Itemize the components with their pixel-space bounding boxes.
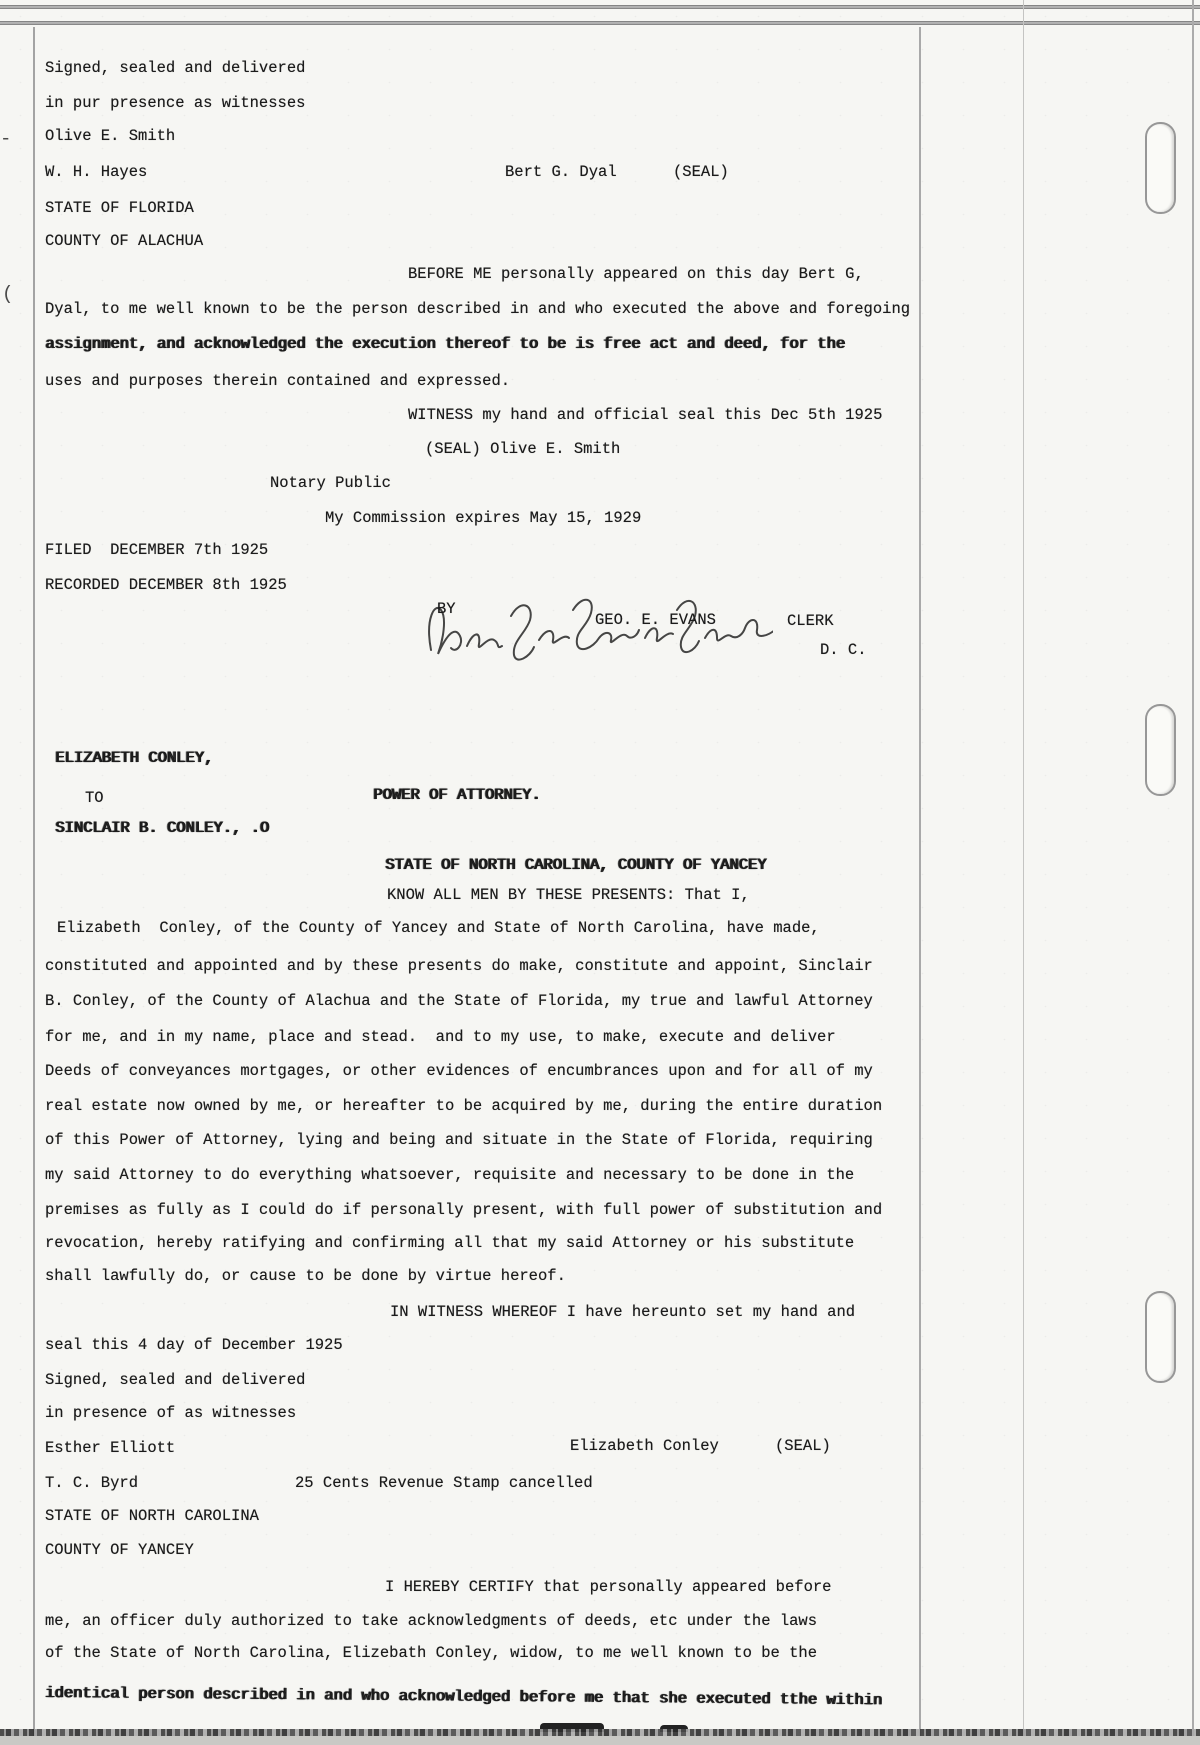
typewritten-line: seal this 4 day of December 1925 bbox=[45, 1336, 343, 1354]
typewritten-line: D. C. bbox=[820, 641, 867, 659]
typewritten-line: BEFORE ME personally appeared on this day Bert G, bbox=[408, 265, 864, 283]
typewritten-line: T. C. Byrd bbox=[45, 1474, 139, 1492]
typewritten-line: I HEREBY CERTIFY that personally appeared before bbox=[385, 1578, 832, 1596]
left-margin-rule bbox=[33, 27, 35, 1745]
typewritten-line: real estate now owned by me, or hereafter to be acquired by me, during the entire duration bbox=[45, 1097, 883, 1115]
typewritten-line: WITNESS my hand and official seal this Dec 5th 1925 bbox=[408, 406, 883, 424]
typewritten-line: Signed, sealed and delivered bbox=[45, 59, 306, 77]
typewritten-line: Dyal, to me well known to be the person described in and who executed the above and foregoing bbox=[45, 300, 911, 318]
typewritten-line: COUNTY OF ALACHUA bbox=[45, 232, 204, 250]
typewritten-line: constituted and appointed and by these presents do make, constitute and appoint, Sinclair bbox=[45, 957, 873, 975]
top-rule-1 bbox=[0, 5, 1200, 9]
typewritten-line: premises as fully as I could do if personally present, with full power of substitution and bbox=[45, 1201, 883, 1219]
top-rule-2 bbox=[0, 21, 1200, 25]
typewritten-line: COUNTY OF YANCEY bbox=[45, 1541, 194, 1559]
page-bottom-strip bbox=[0, 1736, 1200, 1745]
typewritten-line: (SEAL) bbox=[775, 1437, 831, 1455]
typewritten-line: My Commission expires May 15, 1929 bbox=[325, 509, 642, 527]
clerk-signature-handwriting bbox=[423, 588, 773, 678]
typewritten-line: STATE OF NORTH CAROLINA, COUNTY OF YANCEY bbox=[385, 856, 767, 874]
typewritten-line: POWER OF ATTORNEY. bbox=[373, 786, 541, 804]
scan-artifact: - bbox=[0, 128, 12, 150]
typewritten-line: Notary Public bbox=[270, 474, 391, 492]
typewritten-line: FILED DECEMBER 7th 1925 bbox=[45, 541, 269, 559]
typewritten-line: (SEAL) bbox=[673, 163, 729, 181]
scan-artifact: ( bbox=[2, 283, 14, 305]
typewritten-line: my said Attorney to do everything whatsoever, requisite and necessary to be done in the bbox=[45, 1166, 855, 1184]
typewritten-line: of the State of North Carolina, Elizebath Conley, widow, to me well known to be the bbox=[45, 1644, 818, 1662]
typewritten-line: IN WITNESS WHEREOF I have hereunto set my hand and bbox=[390, 1303, 856, 1321]
binder-hole bbox=[1145, 122, 1176, 214]
binder-hole bbox=[1145, 1291, 1176, 1383]
typewritten-line: CLERK bbox=[787, 612, 834, 630]
binder-hole bbox=[1145, 704, 1176, 796]
typewritten-line: 25 Cents Revenue Stamp cancelled bbox=[295, 1474, 593, 1492]
typewritten-line: STATE OF NORTH CAROLINA bbox=[45, 1507, 259, 1525]
typewritten-line: ELIZABETH CONLEY, bbox=[55, 749, 214, 767]
typewritten-line: Elizabeth Conley bbox=[570, 1437, 719, 1455]
typewritten-line: Bert G. Dyal bbox=[505, 163, 617, 181]
typewritten-line: shall lawfully do, or cause to be done by virtue hereof. bbox=[45, 1267, 566, 1285]
typewritten-line: assignment, and acknowledged the execution thereof to be is free act and deed, for the bbox=[45, 335, 845, 353]
typewritten-line: B. Conley, of the County of Alachua and the State of Florida, my true and lawful Attorney bbox=[45, 992, 873, 1010]
typewritten-line: GEO. E. EVANS bbox=[595, 611, 716, 629]
typewritten-line: revocation, hereby ratifying and confirming all that my said Attorney or his substitute bbox=[45, 1234, 855, 1252]
typewritten-line: RECORDED DECEMBER 8th 1925 bbox=[45, 576, 287, 594]
typewritten-line: STATE OF FLORIDA bbox=[45, 199, 194, 217]
typewritten-line: TO bbox=[85, 789, 104, 807]
typewritten-line: identical person described in and who acknowledged before me that she executed tthe within bbox=[44, 1684, 883, 1710]
typewritten-line: Deeds of conveyances mortgages, or other evidences of encumbrances upon and for all of my bbox=[45, 1062, 873, 1080]
right-margin-crease bbox=[1023, 0, 1024, 1745]
typewritten-line: (SEAL) Olive E. Smith bbox=[425, 440, 621, 458]
typewritten-line: KNOW ALL MEN BY THESE PRESENTS: That I, bbox=[387, 886, 750, 904]
typewritten-line: W. H. Hayes bbox=[45, 163, 148, 181]
page-edge-rule bbox=[1192, 0, 1194, 1745]
typewritten-line: uses and purposes therein contained and expressed. bbox=[45, 372, 511, 390]
typewritten-line: of this Power of Attorney, lying and being and situate in the State of Florida, requiring bbox=[45, 1131, 873, 1149]
typewritten-line: Elizabeth Conley, of the County of Yancey and State of North Carolina, have made, bbox=[57, 919, 820, 937]
right-column-rule bbox=[919, 27, 921, 1745]
typewritten-line: Esther Elliott bbox=[45, 1439, 176, 1457]
typewritten-line: me, an officer duly authorized to take acknowledgments of deeds, etc under the laws bbox=[45, 1612, 818, 1630]
typewritten-line: in presence of as witnesses bbox=[45, 1404, 297, 1422]
typewritten-line: Signed, sealed and delivered bbox=[45, 1371, 306, 1389]
typewritten-line: for me, and in my name, place and stead. and to my use, to make, execute and deliver bbox=[45, 1028, 836, 1046]
typewritten-line: Olive E. Smith bbox=[45, 127, 176, 145]
page-bottom-edge bbox=[0, 1729, 1200, 1736]
typewritten-line: SINCLAIR B. CONLEY., .O bbox=[55, 819, 269, 837]
typewritten-line: BY bbox=[437, 600, 456, 618]
typewritten-line: in pur presence as witnesses bbox=[45, 94, 306, 112]
